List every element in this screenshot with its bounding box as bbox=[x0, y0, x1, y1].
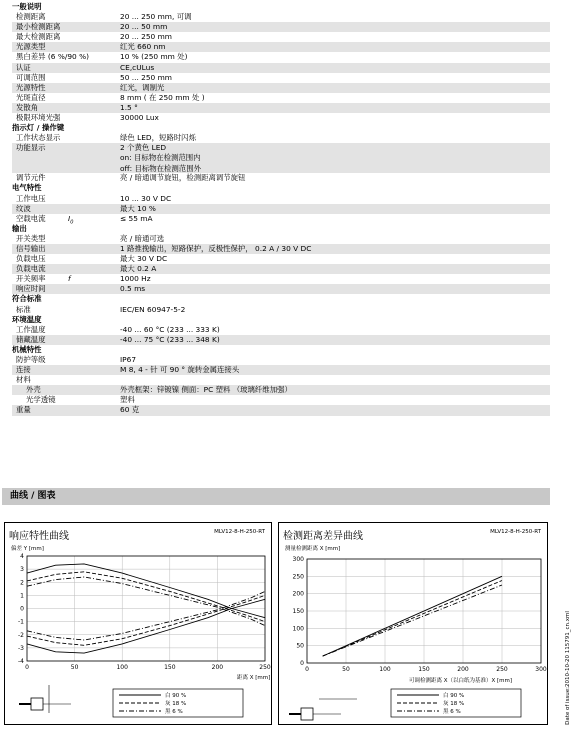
spec-label: 外壳 bbox=[26, 385, 41, 395]
spec-symbol bbox=[68, 22, 120, 32]
spec-value: 塑料 bbox=[120, 395, 135, 405]
spec-value: 亮 / 暗通可选 bbox=[120, 233, 165, 243]
y-tick-label: 50 bbox=[296, 642, 304, 650]
spec-symbol bbox=[68, 234, 120, 244]
spec-label: 负载电压 bbox=[16, 254, 46, 264]
spec-row bbox=[12, 143, 550, 173]
distance-chart-title: 检测距离差异曲线 bbox=[283, 531, 363, 542]
spec-row bbox=[12, 244, 550, 254]
spec-symbol bbox=[68, 83, 120, 93]
spec-symbol: f bbox=[68, 274, 71, 284]
spec-value: CE,cULus bbox=[120, 62, 155, 72]
x-tick-label: 150 bbox=[418, 666, 430, 673]
y-tick-label: 0 bbox=[300, 660, 304, 667]
spec-label: 光源类型 bbox=[16, 42, 46, 52]
sensor-icon bbox=[301, 708, 313, 720]
spec-label: 最小检测距离 bbox=[16, 22, 61, 32]
spec-value: 红光 660 nm bbox=[120, 42, 166, 52]
y-tick-label: 100 bbox=[292, 625, 304, 633]
spec-value: 20 ... 250 mm, 可调 bbox=[120, 12, 192, 22]
spec-value: 20 ... 250 mm bbox=[120, 32, 173, 42]
spec-label: 指示灯 / 操作键 bbox=[12, 123, 65, 133]
spec-label: 可调范围 bbox=[16, 72, 46, 82]
spec-symbol bbox=[68, 284, 120, 294]
spec-label: 开关频率 bbox=[16, 274, 46, 284]
x-tick-label: 200 bbox=[211, 664, 224, 671]
legend-label: 白 90 % bbox=[165, 693, 187, 699]
spec-label: 空载电流 bbox=[16, 213, 46, 223]
spec-row bbox=[12, 133, 550, 143]
spec-row bbox=[12, 194, 550, 204]
series-line bbox=[323, 576, 502, 656]
y-tick-label: 2 bbox=[20, 579, 24, 587]
y-tick-label: 0 bbox=[20, 605, 24, 613]
spec-label: 功能显示 bbox=[16, 143, 46, 153]
spec-label: 开关类型 bbox=[16, 233, 46, 243]
spec-symbol bbox=[68, 12, 120, 22]
spec-row bbox=[12, 93, 550, 103]
spec-table bbox=[12, 2, 550, 416]
spec-row bbox=[12, 284, 550, 294]
series-line bbox=[27, 572, 265, 622]
spec-label: 光学透镜 bbox=[26, 395, 56, 405]
spec-symbol bbox=[68, 244, 120, 254]
spec-label: 工作温度 bbox=[16, 324, 46, 334]
spec-label: 负载电流 bbox=[16, 264, 46, 274]
x-tick-label: 50 bbox=[342, 666, 350, 673]
spec-row bbox=[12, 254, 550, 264]
spec-row bbox=[12, 355, 550, 365]
spec-value: IEC/EN 60947-5-2 bbox=[120, 304, 186, 314]
response-chart-panel bbox=[4, 522, 272, 725]
spec-label: 符合标准 bbox=[12, 294, 42, 304]
spec-symbol bbox=[68, 52, 120, 62]
spec-value: 2 个黄色 LED on: 目标物在检测范围内 off: 目标物在检测范围外 bbox=[120, 143, 201, 173]
spec-symbol bbox=[68, 103, 120, 113]
spec-label: 材料 bbox=[16, 375, 31, 385]
spec-label: 环境温度 bbox=[12, 314, 42, 324]
spec-label: 输出 bbox=[12, 223, 27, 233]
spec-row bbox=[12, 83, 550, 93]
spec-row bbox=[12, 103, 550, 113]
spec-label: 储藏温度 bbox=[16, 334, 46, 344]
response-chart-title: 响应特性曲线 bbox=[9, 531, 69, 542]
series-line bbox=[27, 591, 265, 640]
spec-label: 极限环境光强 bbox=[16, 113, 61, 123]
spec-row bbox=[12, 274, 550, 284]
spec-symbol bbox=[68, 63, 120, 73]
spec-symbol bbox=[68, 113, 120, 123]
spec-value: 最大 30 V DC bbox=[120, 254, 168, 264]
spec-section-heading bbox=[12, 345, 550, 355]
distance-chart bbox=[279, 523, 549, 726]
spec-symbol bbox=[68, 264, 120, 274]
spec-symbol bbox=[68, 385, 120, 395]
spec-section-heading bbox=[12, 183, 550, 193]
x-tick-label: 0 bbox=[25, 664, 29, 671]
spec-symbol bbox=[68, 325, 120, 335]
spec-row bbox=[12, 42, 550, 52]
spec-symbol bbox=[68, 204, 120, 214]
spec-value: 10 ... 30 V DC bbox=[120, 193, 172, 203]
spec-label: 纹波 bbox=[16, 203, 31, 213]
y-tick-label: -2 bbox=[18, 631, 24, 639]
spec-value: 1.5 ° bbox=[120, 102, 138, 112]
spec-symbol bbox=[68, 42, 120, 52]
spec-row bbox=[12, 395, 550, 405]
response-chart-xlabel: 距离 X [mm] bbox=[237, 675, 271, 681]
spec-section-heading bbox=[12, 294, 550, 304]
spec-value: -40 ... 60 °C (233 ... 333 K) bbox=[120, 324, 220, 334]
x-tick-label: 100 bbox=[379, 666, 391, 673]
spec-row bbox=[12, 22, 550, 32]
series-line bbox=[323, 581, 502, 657]
x-tick-label: 250 bbox=[496, 666, 508, 673]
spec-symbol bbox=[68, 73, 120, 83]
spec-value: 60 克 bbox=[120, 405, 140, 415]
y-tick-label: 150 bbox=[292, 608, 304, 615]
spec-symbol bbox=[68, 93, 120, 103]
spec-row bbox=[12, 63, 550, 73]
spec-row bbox=[12, 375, 550, 385]
issue-date-text bbox=[561, 610, 575, 725]
spec-row bbox=[12, 204, 550, 214]
y-tick-label: 4 bbox=[20, 553, 24, 560]
curves-header: 曲线 / 图表 bbox=[2, 488, 550, 505]
spec-label: 最大检测距离 bbox=[16, 32, 61, 42]
spec-symbol bbox=[68, 395, 120, 405]
spec-symbol: $I_0$ bbox=[68, 213, 74, 226]
spec-row bbox=[12, 335, 550, 345]
spec-label: 黑白差异 (6 %/90 %) bbox=[16, 52, 90, 62]
spec-label: 连接 bbox=[16, 365, 31, 375]
y-tick-label: 3 bbox=[20, 566, 24, 574]
spec-value: 亮 / 暗通调节旋钮，检测距离调节旋钮 bbox=[120, 173, 246, 183]
response-chart bbox=[5, 523, 273, 726]
spec-symbol bbox=[68, 143, 120, 173]
spec-value: ≤ 55 mA bbox=[120, 213, 153, 223]
y-tick-label: 200 bbox=[292, 590, 304, 598]
distance-chart-panel bbox=[278, 522, 548, 725]
spec-symbol bbox=[68, 335, 120, 345]
spec-value: M 8, 4 - 针 可 90 ° 旋转金属连接头 bbox=[120, 365, 240, 375]
spec-symbol bbox=[68, 133, 120, 143]
spec-symbol bbox=[68, 305, 120, 315]
y-tick-label: 1 bbox=[20, 592, 24, 600]
spec-symbol bbox=[68, 375, 120, 385]
spec-label: 光斑直径 bbox=[16, 92, 46, 102]
spec-label: 信号输出 bbox=[16, 243, 46, 253]
spec-row bbox=[12, 385, 550, 395]
spec-value: 8 mm ( 在 250 mm 处 ) bbox=[120, 92, 205, 102]
series-line bbox=[27, 577, 265, 626]
spec-row bbox=[12, 173, 550, 183]
spec-symbol bbox=[68, 32, 120, 42]
spec-value: 0.5 ms bbox=[120, 284, 146, 294]
spec-symbol bbox=[68, 365, 120, 375]
spec-label: 检测距离 bbox=[16, 12, 46, 22]
spec-value: 红光，调制光 bbox=[120, 82, 165, 92]
spec-row bbox=[12, 113, 550, 123]
spec-label: 调节元件 bbox=[16, 173, 46, 183]
spec-label: 工作电压 bbox=[16, 193, 46, 203]
x-tick-label: 250 bbox=[259, 664, 271, 671]
distance-chart-ylabel: 测量检测距离 X [mm] bbox=[285, 546, 341, 552]
spec-row bbox=[12, 264, 550, 274]
y-tick-label: -1 bbox=[18, 618, 24, 626]
x-tick-label: 50 bbox=[70, 664, 79, 671]
spec-value bbox=[120, 375, 550, 385]
legend-label: 白 90 % bbox=[443, 693, 465, 699]
spec-row bbox=[12, 305, 550, 315]
spec-symbol bbox=[68, 194, 120, 204]
y-tick-label: -3 bbox=[18, 644, 24, 652]
spec-row bbox=[12, 325, 550, 335]
spec-section-heading bbox=[12, 123, 550, 133]
x-tick-label: 150 bbox=[164, 664, 176, 671]
spec-row bbox=[12, 214, 550, 224]
spec-label: 防护等级 bbox=[16, 355, 46, 364]
spec-label: 一般说明 bbox=[12, 2, 42, 11]
spec-label: 机械特性 bbox=[12, 344, 42, 354]
spec-symbol bbox=[68, 254, 120, 264]
spec-value: 1 路推挽输出，短路保护，反极性保护， 0.2 A / 30 V DC bbox=[120, 243, 312, 253]
spec-label: 重量 bbox=[16, 405, 31, 415]
spec-label: 响应时间 bbox=[16, 284, 46, 294]
spec-value: 50 ... 250 mm bbox=[120, 72, 173, 82]
distance-chart-model: MLV12-8-H-250-RT bbox=[490, 529, 541, 535]
spec-value: 1000 Hz bbox=[120, 274, 151, 284]
spec-label: 发散角 bbox=[16, 102, 39, 112]
x-tick-label: 0 bbox=[305, 666, 309, 673]
x-tick-label: 200 bbox=[457, 666, 469, 673]
spec-section-heading bbox=[12, 315, 550, 325]
y-tick-label: 300 bbox=[292, 556, 304, 563]
y-tick-label: -4 bbox=[18, 658, 24, 665]
y-tick-label: 250 bbox=[292, 573, 304, 581]
spec-row bbox=[12, 365, 550, 375]
spec-value: 外壳框架：锌镀镍 侧面：PC 塑料 （玻璃纤维加强） bbox=[120, 385, 292, 395]
spec-value: 30000 Lux bbox=[120, 113, 159, 123]
spec-symbol bbox=[68, 173, 120, 183]
spec-symbol bbox=[68, 355, 120, 365]
distance-chart-xlabel: 可调检测距离 X（以白纸为基准）X [mm] bbox=[409, 678, 513, 684]
spec-row bbox=[12, 12, 550, 22]
spec-section-heading bbox=[12, 224, 550, 234]
spec-label: 认证 bbox=[16, 62, 31, 72]
series-line bbox=[27, 595, 265, 645]
spec-row bbox=[12, 73, 550, 83]
spec-value: 绿色 LED，短路时闪烁 bbox=[120, 133, 196, 143]
spec-section-heading bbox=[12, 2, 550, 12]
legend-label: 黑 6 % bbox=[165, 709, 183, 715]
spec-value: 20 ... 50 mm bbox=[120, 22, 168, 32]
spec-value: -40 ... 75 °C (233 ... 348 K) bbox=[120, 334, 220, 344]
spec-row bbox=[12, 32, 550, 42]
spec-label: 标准 bbox=[16, 304, 31, 314]
spec-value: IP67 bbox=[120, 355, 137, 364]
spec-value: 最大 10 % bbox=[120, 203, 156, 213]
legend-label: 灰 18 % bbox=[443, 701, 465, 707]
sensor-icon bbox=[31, 698, 43, 710]
response-chart-ylabel: 偏差 Y [mm] bbox=[11, 546, 44, 552]
spec-value: 10 % (250 mm 处) bbox=[120, 52, 188, 62]
legend-label: 黑 6 % bbox=[443, 709, 461, 715]
spec-row bbox=[12, 234, 550, 244]
spec-label: 工作状态显示 bbox=[16, 133, 61, 143]
response-chart-model: MLV12-8-H-250-RT bbox=[214, 529, 265, 535]
x-tick-label: 100 bbox=[116, 664, 128, 671]
spec-value: 最大 0.2 A bbox=[120, 264, 157, 274]
spec-label: 光源特性 bbox=[16, 82, 46, 92]
issue-date-label: Date of issue:2010-10-20 115791_cn.xml bbox=[565, 610, 571, 725]
x-tick-label: 300 bbox=[535, 666, 547, 673]
legend-label: 灰 18 % bbox=[165, 701, 187, 707]
spec-symbol bbox=[68, 405, 120, 415]
spec-label: 电气特性 bbox=[12, 183, 42, 193]
spec-row bbox=[12, 52, 550, 62]
spec-row bbox=[12, 405, 550, 415]
